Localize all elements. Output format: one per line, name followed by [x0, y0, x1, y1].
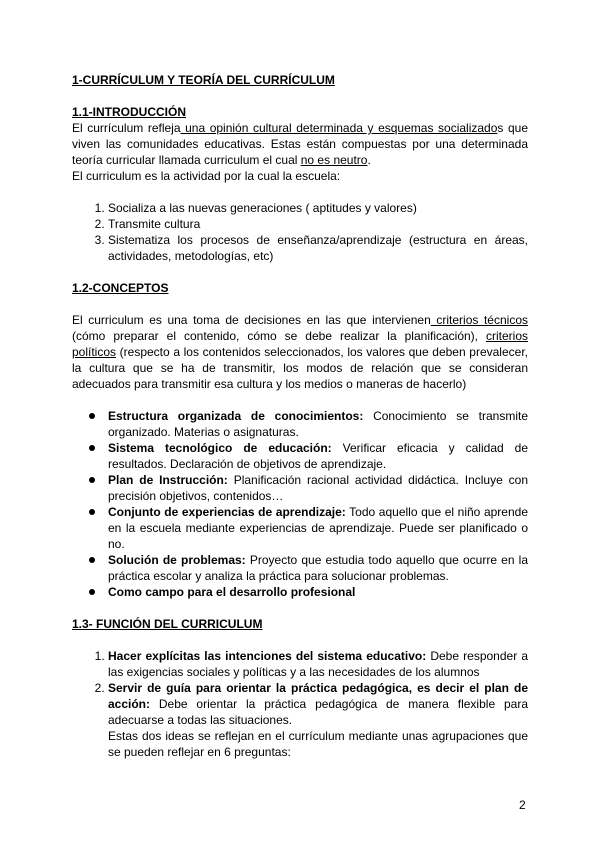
function-list-item — [108, 680, 528, 760]
function-text: Debe orientar la práctica pedagógica de manera flexible para adecuarse a todas las situaciones. — [108, 697, 528, 727]
concept-list-item — [108, 408, 528, 440]
concept-text: Planificación racional actividad didáctica. Incluye con precisión objetivos, contenidos… — [108, 473, 528, 503]
intro-list-item: 3. Sistematiza los procesos de enseñanza/aprendizaje (estructura en áreas, actividades, metodologías, etc) — [108, 232, 528, 264]
concept-list-item — [108, 504, 528, 552]
concepts-text-a: El curriculum es una toma de decisiones en las que intervienen — [72, 313, 431, 327]
function-text: Debe responder a las exigencias sociales y políticas y a las necesidades de los alumnos — [108, 649, 528, 679]
concept-term: Como campo para el desarrollo profesional — [108, 585, 356, 599]
concepts-underline-1: criterios técnicos — [430, 313, 528, 327]
concept-list-item — [108, 472, 528, 504]
concept-term: Estructura organizada de conocimientos: — [108, 409, 364, 423]
concepts-text-c: (respecto a los contenidos seleccionados, los valores que deben prevalecer, la cultura que se ha de transmitir, los modos de relación que se consideran adecuados para transmitir esa cultura y los medios o maneras de hacerlo) — [72, 345, 528, 391]
intro-paragraph — [72, 120, 528, 168]
page-number: 2 — [519, 798, 526, 812]
section-heading-intro: 1.1-INTRODUCCIÓN — [72, 105, 187, 119]
concept-term: Conjunto de experiencias de aprendizaje: — [108, 505, 346, 519]
concept-list — [72, 408, 528, 600]
section-heading-concepts: 1.2-CONCEPTOS — [72, 281, 169, 295]
intro-underline-2: no es neutro — [300, 153, 368, 167]
concept-list-item — [108, 552, 528, 584]
function-term: Servir de guía para orientar la práctica pedagógica, es decir el plan de acción: — [108, 681, 528, 711]
intro-text-c: . — [367, 153, 371, 167]
section-heading-function: 1.3- FUNCIÓN DEL CURRICULUM — [72, 617, 263, 631]
concept-term: Plan de Instrucción: — [108, 473, 228, 487]
concept-list-item — [108, 584, 528, 600]
concept-term: Solución de problemas: — [108, 553, 246, 567]
intro-underline-1: una opinión cultural determinada y esquemas socializado — [180, 121, 498, 135]
document-page — [72, 72, 528, 760]
concept-term: Sistema tecnológico de educación: — [108, 441, 332, 455]
intro-paragraph-2: El curriculum es la actividad por la cual la escuela: — [72, 169, 341, 183]
function-extra-text: Estas dos ideas se reflejan en el currículum mediante unas agrupaciones que se pueden reflejar en 6 preguntas: — [108, 729, 528, 759]
function-term: Hacer explícitas las intenciones del sistema educativo: — [108, 649, 427, 663]
concept-list-item — [108, 440, 528, 472]
concepts-paragraph — [72, 312, 528, 392]
concept-text: Proyecto que estudia todo aquello que ocurre en la práctica escolar y analiza la práctica para solucionar problemas. — [108, 553, 528, 583]
concept-text: Conocimiento se transmite organizado. Materias o asignaturas. — [108, 409, 528, 439]
intro-text-a: El currículum refleja — [72, 121, 181, 135]
document-title: 1-CURRÍCULUM Y TEORÍA DEL CURRÍCULUM — [72, 73, 335, 87]
concepts-text-b: (cómo preparar el contenido, cómo se debe realizar la planificación), — [72, 329, 486, 343]
function-list-item — [108, 648, 528, 680]
intro-list-item: 1. Socializa a las nuevas generaciones ( aptitudes y valores) — [108, 200, 528, 216]
intro-list-item: 2. Transmite cultura — [108, 216, 528, 232]
concepts-underline-2: criterios políticos — [72, 329, 528, 359]
function-list — [72, 648, 528, 760]
concept-text: Todo aquello que el niño aprende en la escuela mediante experiencias de aprendizaje. Puede ser planificado o no. — [108, 505, 528, 551]
intro-list — [72, 200, 528, 264]
intro-text-b: s que viven las comunidades educativas. Estas están compuestas por una determinada teoría curricular llamada curriculum el cual — [72, 121, 529, 167]
concept-text: Verificar eficacia y calidad de resultados. Declaración de objetivos de aprendizaje. — [108, 441, 528, 471]
